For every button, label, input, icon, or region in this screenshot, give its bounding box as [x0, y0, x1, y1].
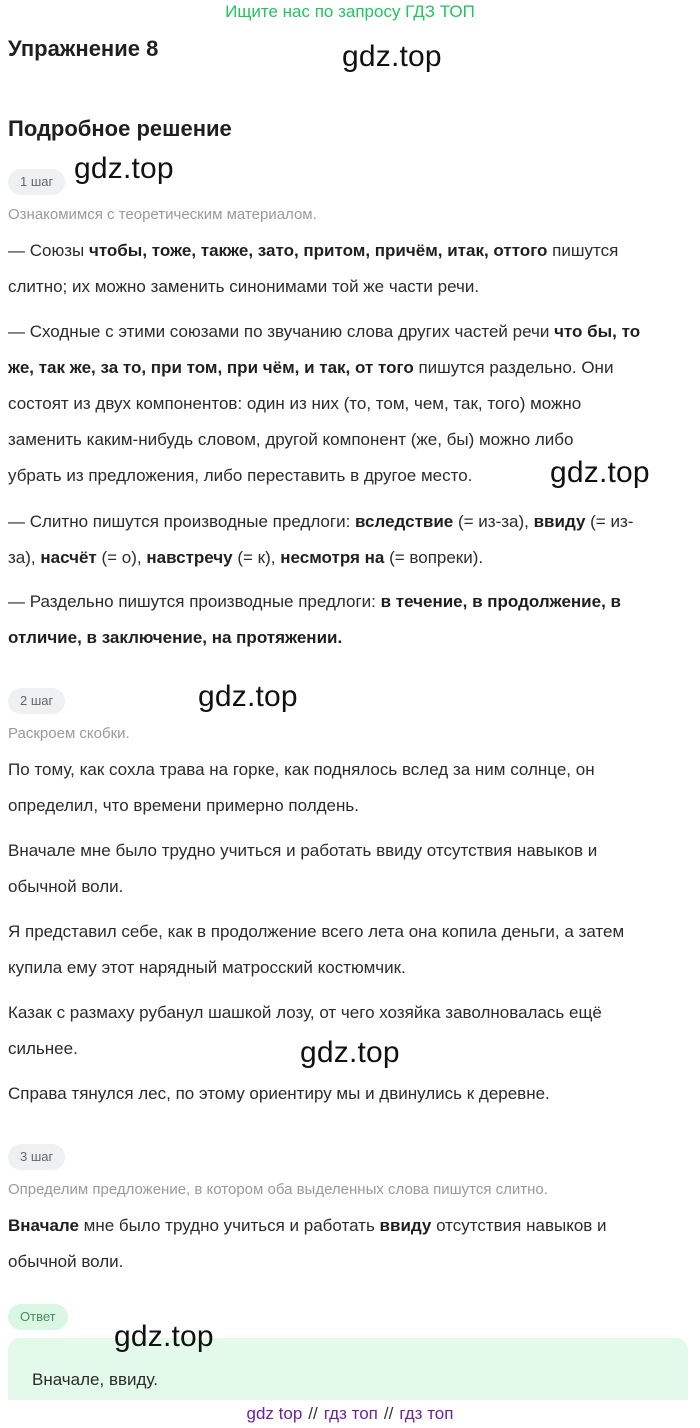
step-1-intro: Ознакомимся с теоретическим материалом. [8, 206, 317, 223]
answer-text: Вначале, ввиду. [32, 1370, 158, 1389]
step-1-badge: 1 шаг [8, 169, 65, 195]
step-2-badge: 2 шаг [8, 688, 65, 714]
answer-box [8, 1338, 688, 1400]
step-2-intro: Раскроем скобки. [8, 725, 130, 742]
theory-paragraph-3: — Слитно пишутся производные предлоги: вследствие (= из-за), ввиду (= из- за), насчёт (= о), навстречу (= к), несмотря на (= вопреки). [8, 512, 634, 567]
footer-link[interactable]: гдз топ [399, 1404, 454, 1423]
watermark: gdz.top [342, 40, 442, 73]
top-banner[interactable]: Ищите нас по запросу ГДЗ ТОП [225, 2, 475, 21]
step-3-result: Вначале мне было трудно учиться и работать ввиду отсутствия навыков и обычной воли. [8, 1216, 607, 1271]
sentence-5: Справа тянулся лес, по этому ориентиру мы и двинулись к деревне. [8, 1084, 550, 1103]
footer-separator: // [383, 1404, 394, 1423]
sentence-2: Вначале мне было трудно учиться и работать ввиду отсутствия навыков и обычной воли. [8, 841, 598, 896]
watermark: gdz.top [74, 152, 174, 185]
answer-badge: Ответ [8, 1304, 68, 1330]
watermark: gdz.top [114, 1320, 214, 1353]
watermark: gdz.top [198, 680, 298, 713]
step-3-intro: Определим предложение, в котором оба выделенных слова пишутся слитно. [8, 1181, 548, 1198]
section-title: Подробное решение [8, 116, 232, 141]
theory-paragraph-1: — Союзы чтобы, тоже, также, зато, притом, причём, итак, оттого пишутся слитно; их можно заменить синонимами той же части речи. [8, 241, 619, 296]
sentence-4: Казак с размаху рубанул шашкой лозу, от чего хозяйка заволновалась ещё сильнее. [8, 1003, 602, 1058]
footer-link[interactable]: gdz top [246, 1404, 303, 1423]
watermark: gdz.top [550, 456, 650, 489]
footer-links [0, 1402, 700, 1428]
sentence-1: По тому, как сохла трава на горке, как поднялось вслед за ним солнце, он определил, что времени примерно полдень. [8, 760, 595, 815]
footer-link[interactable]: гдз топ [323, 1404, 378, 1423]
watermark: gdz.top [300, 1036, 400, 1069]
theory-paragraph-2: — Сходные с этими союзами по звучанию слова других частей речи что бы, то же, так же, за то, при том, при чём, и так, от того пишутся раздельно. Они состоят из двух компонентов: один из них (то, том, чем, так, того) можно заменить каким-нибудь словом, другой компонент (же, бы) можно либо убрать из предложения, либо переставить в другое место. [8, 322, 641, 485]
exercise-title: Упражнение 8 [8, 36, 159, 61]
theory-paragraph-4: — Раздельно пишутся производные предлоги: в течение, в продолжение, в отличие, в заключение, на протяжении. [8, 592, 621, 647]
sentence-3: Я представил себе, как в продолжение всего лета она копила деньги, а затем купила ему этот нарядный матросский костюмчик. [8, 922, 625, 977]
step-3-badge: 3 шаг [8, 1144, 65, 1170]
footer-separator: // [308, 1404, 318, 1423]
